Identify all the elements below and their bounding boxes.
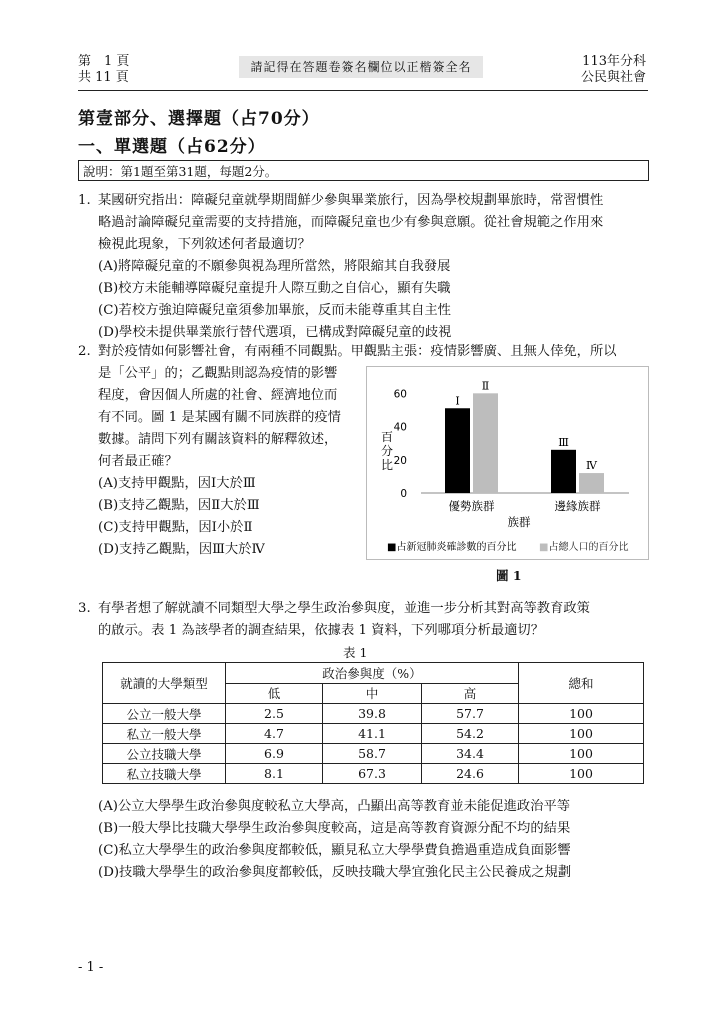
cell-mid: 67.3 (323, 764, 422, 784)
option-d: (D)技職大學學生的政治參與度都較低，反映技職大學宜強化民主公民養成之規劃 (98, 865, 572, 880)
category-label: 優勢族群 (448, 499, 495, 513)
figure-caption: 圖 1 (496, 568, 522, 583)
exam-year-subject: 113年分科 (582, 54, 646, 69)
group-header: 政治參與度（%） (226, 663, 519, 684)
question-text-line: 何者最正確？ (98, 454, 178, 469)
cell-high: 54.2 (422, 724, 519, 744)
cell-low: 2.5 (226, 704, 323, 724)
question-number: 3. (78, 601, 91, 616)
cell-low: 4.7 (226, 724, 323, 744)
cell-total: 100 (519, 724, 644, 744)
question-text-line: 略過討論障礙兒童需要的支持措施，而障礙兒童也少有參與意願。從社會規範之作用來 (98, 215, 604, 230)
option-b: (B)支持乙觀點，因Ⅱ大於Ⅲ (98, 498, 260, 513)
y-tick-label: 40 (393, 421, 407, 434)
subject-name: 公民與社會 (580, 70, 646, 85)
option-d: (D)學校未提供畢業旅行替代選項，已構成對障礙兒童的歧視 (98, 325, 452, 340)
question-text-line: 某國研究指出：障礙兒童就學期間鮮少參與畢業旅行，因為學校規劃畢旅時，常習慣性 (98, 193, 604, 208)
option-b: (B)一般大學比技職大學學生政治參與度較高，這是高等教育資源分配不均的結果 (98, 821, 571, 836)
legend-series-1: ■占新冠肺炎確診數的百分比 (387, 542, 517, 553)
signature-notice: 請記得在答題卷簽名欄位以正楷簽全名 (239, 56, 483, 78)
bar-0-1 (473, 393, 498, 493)
cell-type: 私立一般大學 (103, 724, 226, 744)
question-text-line: 有不同。圖 1 是某國有關不同族群的疫情 (98, 410, 341, 425)
category-label: 邊緣族群 (554, 499, 601, 513)
part-title: 第壹部分、選擇題（占70分） (78, 109, 320, 129)
question-text-line: 是「公平」的；乙觀點則認為疫情的影響 (98, 366, 338, 381)
option-c: (C)支持甲觀點，因Ⅰ小於Ⅱ (98, 520, 253, 535)
y-tick-label: 0 (400, 488, 407, 500)
cell-type: 公立技職大學 (103, 744, 226, 764)
bar-label: Ⅰ (455, 394, 460, 408)
table-1 (102, 662, 644, 784)
bar-1-0 (551, 450, 576, 493)
bar-label: Ⅱ (481, 379, 490, 393)
question-text-line: 對於疫情如何影響社會，有兩種不同觀點。甲觀點主張：疫情影響廣、且無人倖免，所以 (98, 344, 617, 359)
total-header: 總和 (519, 663, 644, 704)
cell-mid: 41.1 (323, 724, 422, 744)
cell-high: 24.6 (422, 764, 519, 784)
table-row (103, 724, 644, 744)
question-number: 2. (78, 344, 91, 359)
page-number: - 1 - (78, 960, 104, 975)
page-label: 第 1 頁 (78, 54, 130, 69)
legend-swatch-2: ■ (539, 542, 549, 553)
question-3 (0, 598, 724, 644)
cell-low: 8.1 (226, 764, 323, 784)
legend-series-2-label: 占總人口的百分比 (548, 542, 629, 553)
table-row (103, 744, 644, 764)
option-a: (A)將障礙兒童的不願參與視為理所當然，將限縮其自我發展 (98, 259, 451, 274)
y-tick-label: 60 (393, 388, 407, 401)
question-text-line: 檢視此現象，下列敘述何者最適切？ (98, 237, 311, 252)
section-title: 一、單選題（占62分） (78, 137, 266, 157)
option-c: (C)私立大學學生的政治參與度都較低，顯見私立大學學費負擔過重造成負面影響 (98, 843, 571, 858)
y-tick-label: 20 (393, 454, 407, 467)
option-a: (A)支持甲觀點，因Ⅰ大於Ⅲ (98, 476, 256, 491)
figure-1-frame (366, 366, 649, 560)
cell-total: 100 (519, 704, 644, 724)
cell-type: 私立技職大學 (103, 764, 226, 784)
sub-header-low: 低 (226, 683, 323, 704)
cell-low: 6.9 (226, 744, 323, 764)
bar-1-1 (579, 473, 604, 493)
question-text-line: 數據。請問下列有關該資料的解釋敘述， (98, 432, 338, 447)
table-row (103, 704, 644, 724)
sub-header-mid: 中 (323, 683, 422, 704)
bar-label: Ⅲ (558, 435, 569, 449)
y-axis-label: 百分比 (381, 430, 394, 472)
question-3-options (0, 796, 724, 886)
question-number: 1. (78, 193, 91, 208)
total-pages-label: 共 11 頁 (78, 70, 129, 85)
question-text-line: 有學者想了解就讀不同類型大學之學生政治參與度，並進一步分析其對高等教育政策 (98, 601, 590, 616)
cell-mid: 39.8 (323, 704, 422, 724)
table-caption: 表 1 (343, 645, 368, 660)
question-text-line: 的啟示。表 1 為該學者的調查結果，依據表 1 資料，下列哪項分析最適切？ (98, 623, 545, 638)
option-c: (C)若校方強迫障礙兒童須參加畢旅，反而未能尊重其自主性 (98, 303, 451, 318)
option-b: (B)校方未能輔導障礙兒童提升人際互動之自信心，顯有失職 (98, 281, 451, 296)
option-a: (A)公立大學學生政治參與度較私立大學高，凸顯出高等教育並未能促進政治平等 (98, 799, 571, 814)
question-text-line: 程度，會因個人所處的社會、經濟地位而 (98, 388, 338, 403)
cell-high: 57.7 (422, 704, 519, 724)
table-row (103, 764, 644, 784)
cell-high: 34.4 (422, 744, 519, 764)
question-1 (0, 190, 724, 340)
x-axis-label: 族群 (507, 515, 531, 529)
cell-total: 100 (519, 764, 644, 784)
cell-total: 100 (519, 744, 644, 764)
legend-series-2 (539, 540, 628, 553)
bar-label: Ⅳ (586, 459, 597, 473)
option-d: (D)支持乙觀點，因Ⅲ大於Ⅳ (98, 542, 265, 557)
covid-bar-chart (367, 367, 648, 559)
instructions-box: 說明：第1題至第31題，每題2分。 (78, 160, 649, 181)
header-divider (78, 90, 648, 91)
cell-mid: 58.7 (323, 744, 422, 764)
bar-0-0 (445, 408, 470, 493)
sub-header-high: 高 (422, 683, 519, 704)
row-header: 就讀的大學類型 (103, 663, 226, 704)
cell-type: 公立一般大學 (103, 704, 226, 724)
